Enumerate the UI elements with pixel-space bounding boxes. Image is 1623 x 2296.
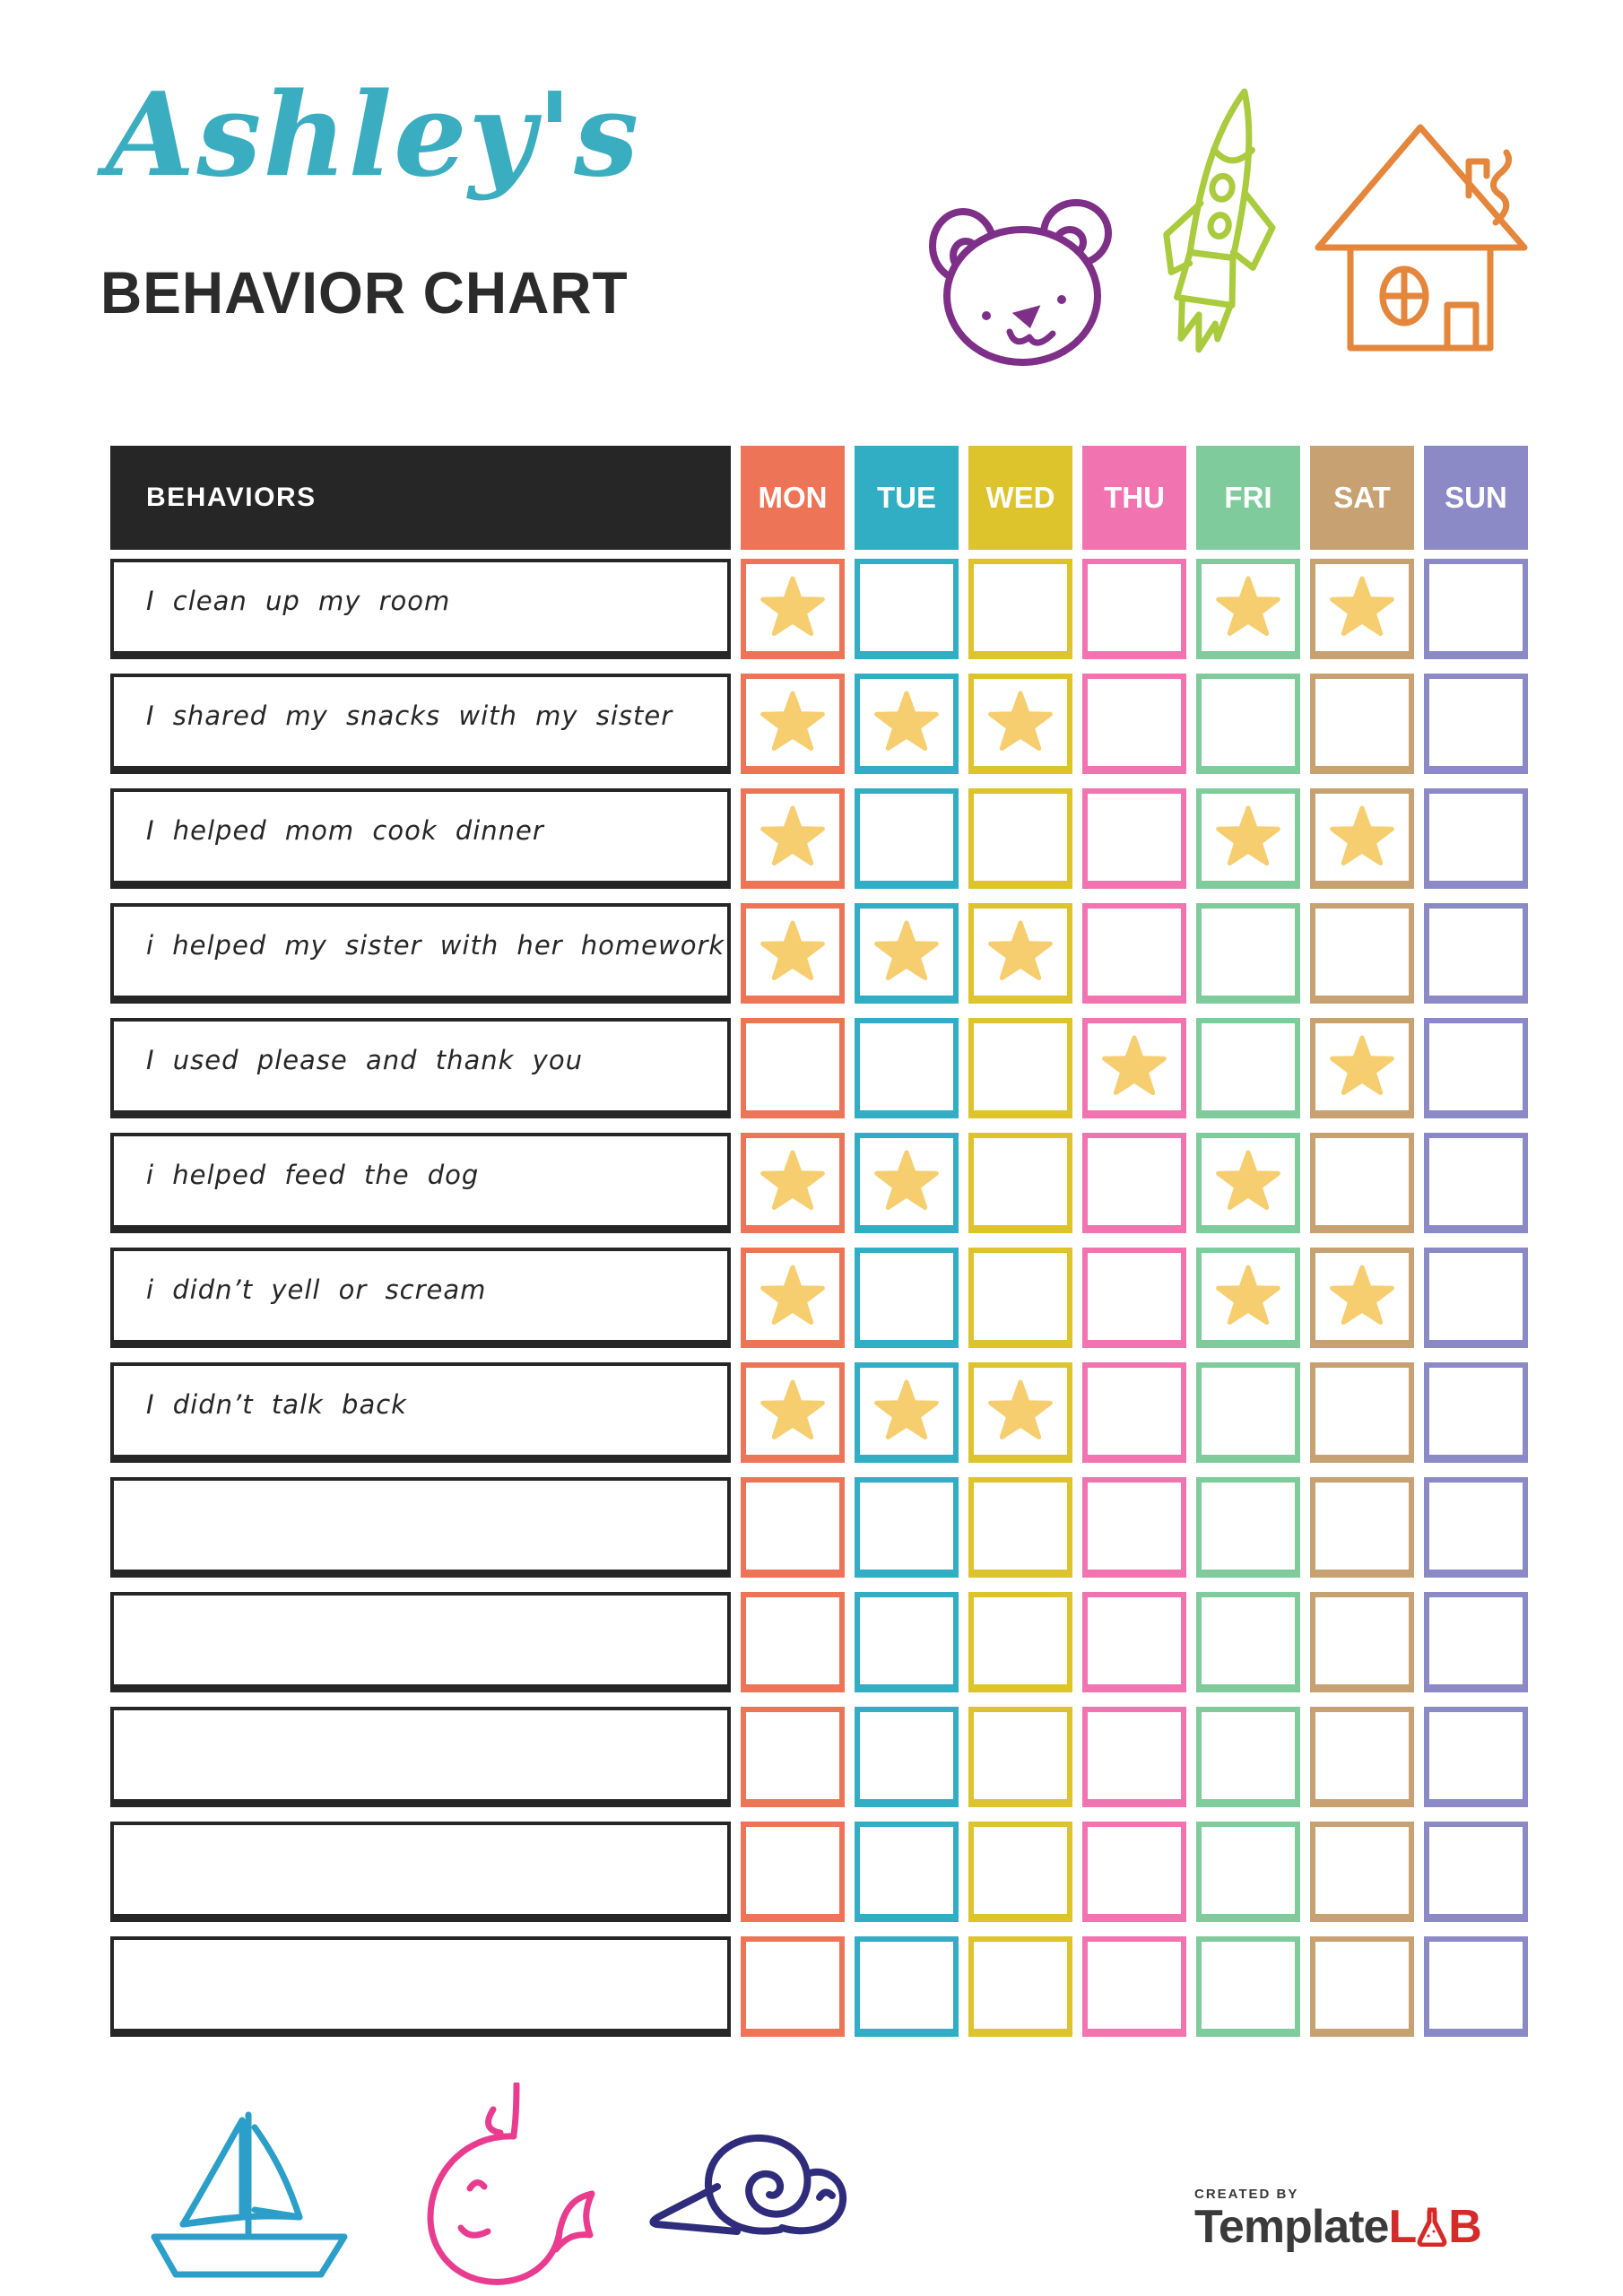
cell-row12-mon[interactable] (741, 1822, 845, 1922)
behaviors-column-header: BEHAVIORS (110, 446, 731, 550)
cell-row6-fri[interactable] (1196, 1133, 1300, 1233)
cell-row13-mon[interactable] (741, 1936, 845, 2037)
cell-row3-sat[interactable] (1310, 788, 1414, 889)
cell-row10-thu[interactable] (1082, 1592, 1186, 1692)
cell-row8-sun[interactable] (1424, 1362, 1528, 1463)
cell-row3-thu[interactable] (1082, 788, 1186, 889)
house-doodle-icon (1311, 97, 1535, 366)
behavior-label-box-9 (110, 1477, 731, 1578)
cell-row5-sat[interactable] (1310, 1018, 1414, 1118)
cell-row1-wed[interactable] (968, 559, 1072, 659)
cell-row4-tue[interactable] (855, 903, 959, 1004)
whale-doodle-icon (384, 2083, 608, 2289)
templatelab-logo (1194, 2187, 1481, 2253)
cell-row10-sat[interactable] (1310, 1592, 1414, 1692)
page-title-name: Ashley's (106, 68, 641, 203)
star-icon (1329, 1035, 1395, 1096)
cell-row2-wed[interactable] (968, 674, 1072, 774)
table-row (110, 1133, 1530, 1233)
cell-row11-sat[interactable] (1310, 1707, 1414, 1807)
table-row (110, 1822, 1530, 1922)
sailboat-doodle-icon (136, 2106, 360, 2285)
star-icon (1215, 1265, 1281, 1326)
cell-row10-tue[interactable] (855, 1592, 959, 1692)
star-icon (759, 1265, 826, 1326)
cell-row12-sat[interactable] (1310, 1822, 1414, 1922)
behavior-label-box-7: i didn’t yell or scream (110, 1248, 731, 1348)
cell-row1-mon[interactable] (741, 559, 845, 659)
logo-created-by: CREATED BY (1194, 2187, 1299, 2202)
table-row (110, 788, 1530, 889)
star-icon (873, 1150, 940, 1211)
cell-row5-sun[interactable] (1424, 1018, 1528, 1118)
cell-row12-sun[interactable] (1424, 1822, 1528, 1922)
star-icon (873, 691, 940, 752)
cell-row7-fri[interactable] (1196, 1248, 1300, 1348)
cell-row1-thu[interactable] (1082, 559, 1186, 659)
cell-row8-sat[interactable] (1310, 1362, 1414, 1463)
cell-row2-sun[interactable] (1424, 674, 1528, 774)
behavior-label-box-12 (110, 1822, 731, 1922)
cell-row7-sun[interactable] (1424, 1248, 1528, 1348)
star-icon (1215, 1150, 1281, 1211)
cell-row11-tue[interactable] (855, 1707, 959, 1807)
cell-row5-fri[interactable] (1196, 1018, 1300, 1118)
cell-row3-tue[interactable] (855, 788, 959, 889)
cell-row1-sun[interactable] (1424, 559, 1528, 659)
day-header-sun: SUN (1424, 446, 1528, 550)
star-icon (987, 691, 1054, 752)
page-title-main: BEHAVIOR CHART (100, 259, 629, 326)
cell-row3-fri[interactable] (1196, 788, 1300, 889)
cell-row6-thu[interactable] (1082, 1133, 1186, 1233)
cell-row10-sun[interactable] (1424, 1592, 1528, 1692)
cell-row4-wed[interactable] (968, 903, 1072, 1004)
cell-row9-fri[interactable] (1196, 1477, 1300, 1578)
cell-row11-sun[interactable] (1424, 1707, 1528, 1807)
behavior-table (110, 446, 1530, 2051)
logo-brand-dark: Template (1194, 2201, 1389, 2253)
behavior-label-box-4: i helped my sister with her homework (110, 903, 731, 1004)
cell-row10-fri[interactable] (1196, 1592, 1300, 1692)
behavior-label-box-2: I shared my snacks with my sister (110, 674, 731, 774)
behavior-label-box-5: I used please and thank you (110, 1018, 731, 1118)
cell-row2-tue[interactable] (855, 674, 959, 774)
star-icon (1215, 576, 1281, 637)
cell-row4-mon[interactable] (741, 903, 845, 1004)
cell-row6-sat[interactable] (1310, 1133, 1414, 1233)
cell-row7-wed[interactable] (968, 1248, 1072, 1348)
logo-letter-l: L (1388, 2201, 1417, 2253)
star-icon (1329, 805, 1395, 866)
behavior-label-box-1: I clean up my room (110, 559, 731, 659)
cell-row11-mon[interactable] (741, 1707, 845, 1807)
behavior-label-box-11 (110, 1707, 731, 1807)
cell-row11-wed[interactable] (968, 1707, 1072, 1807)
table-row (110, 1707, 1530, 1807)
cell-row9-tue[interactable] (855, 1477, 959, 1578)
logo-brand-accent (1388, 2201, 1481, 2253)
rocket-doodle-icon (1144, 83, 1297, 387)
cell-row12-thu[interactable] (1082, 1822, 1186, 1922)
day-header-sat: SAT (1310, 446, 1414, 550)
cell-row5-mon[interactable] (741, 1018, 845, 1118)
cell-row9-sun[interactable] (1424, 1477, 1528, 1578)
cell-row5-thu[interactable] (1082, 1018, 1186, 1118)
cell-row12-tue[interactable] (855, 1822, 959, 1922)
cell-row13-wed[interactable] (968, 1936, 1072, 2037)
day-header-fri: FRI (1196, 446, 1300, 550)
behavior-label-box-13 (110, 1936, 731, 2037)
star-icon (759, 1150, 826, 1211)
cell-row3-mon[interactable] (741, 788, 845, 889)
table-row (110, 1936, 1530, 2037)
cell-row9-thu[interactable] (1082, 1477, 1186, 1578)
cell-row5-wed[interactable] (968, 1018, 1072, 1118)
cell-row6-tue[interactable] (855, 1133, 959, 1233)
cell-row1-fri[interactable] (1196, 559, 1300, 659)
cell-row8-wed[interactable] (968, 1362, 1072, 1463)
cell-row1-sat[interactable] (1310, 559, 1414, 659)
table-row (110, 1592, 1530, 1692)
cell-row5-tue[interactable] (855, 1018, 959, 1118)
star-icon (1215, 805, 1281, 866)
cell-row9-sat[interactable] (1310, 1477, 1414, 1578)
table-row (110, 674, 1530, 774)
star-icon (759, 691, 826, 752)
day-header-tue: TUE (855, 446, 959, 550)
cell-row2-fri[interactable] (1196, 674, 1300, 774)
cell-row8-fri[interactable] (1196, 1362, 1300, 1463)
table-header-row (110, 446, 1530, 550)
cell-row7-tue[interactable] (855, 1248, 959, 1348)
logo-letter-b: B (1448, 2201, 1481, 2253)
cell-row11-thu[interactable] (1082, 1707, 1186, 1807)
cell-row8-tue[interactable] (855, 1362, 959, 1463)
cell-row2-mon[interactable] (741, 674, 845, 774)
cell-row1-tue[interactable] (855, 559, 959, 659)
cell-row8-thu[interactable] (1082, 1362, 1186, 1463)
cell-row6-mon[interactable] (741, 1133, 845, 1233)
cell-row10-mon[interactable] (741, 1592, 845, 1692)
cell-row9-wed[interactable] (968, 1477, 1072, 1578)
cell-row2-sat[interactable] (1310, 674, 1414, 774)
cell-row7-mon[interactable] (741, 1248, 845, 1348)
cell-row13-thu[interactable] (1082, 1936, 1186, 2037)
cell-row13-sun[interactable] (1424, 1936, 1528, 2037)
cell-row7-sat[interactable] (1310, 1248, 1414, 1348)
star-icon (759, 576, 826, 637)
cell-row4-sun[interactable] (1424, 903, 1528, 1004)
cell-row6-sun[interactable] (1424, 1133, 1528, 1233)
star-icon (1329, 576, 1395, 637)
table-row (110, 903, 1530, 1004)
table-row (110, 559, 1530, 659)
cell-row13-tue[interactable] (855, 1936, 959, 2037)
day-header-wed: WED (968, 446, 1072, 550)
lab-flask-icon (1417, 2207, 1447, 2247)
snail-doodle-icon (647, 2131, 872, 2248)
cell-row12-wed[interactable] (968, 1822, 1072, 1922)
cell-row13-fri[interactable] (1196, 1936, 1300, 2037)
behavior-label-box-8: I didn’t talk back (110, 1362, 731, 1463)
day-header-thu: THU (1082, 446, 1186, 550)
star-icon (987, 1379, 1054, 1440)
bear-doodle-icon (922, 190, 1121, 366)
star-icon (873, 920, 940, 981)
cell-row9-mon[interactable] (741, 1477, 845, 1578)
table-row (110, 1018, 1530, 1118)
star-icon (759, 1379, 826, 1440)
behavior-label-box-10 (110, 1592, 731, 1692)
cell-row4-sat[interactable] (1310, 903, 1414, 1004)
cell-row12-fri[interactable] (1196, 1822, 1300, 1922)
behavior-label-box-3: I helped mom cook dinner (110, 788, 731, 889)
table-row (110, 1477, 1530, 1578)
cell-row7-thu[interactable] (1082, 1248, 1186, 1348)
star-icon (759, 920, 826, 981)
table-row (110, 1248, 1530, 1348)
cell-row2-thu[interactable] (1082, 674, 1186, 774)
star-icon (873, 1379, 940, 1440)
cell-row11-fri[interactable] (1196, 1707, 1300, 1807)
cell-row6-wed[interactable] (968, 1133, 1072, 1233)
cell-row10-wed[interactable] (968, 1592, 1072, 1692)
star-icon (987, 920, 1054, 981)
cell-row4-thu[interactable] (1082, 903, 1186, 1004)
cell-row3-sun[interactable] (1424, 788, 1528, 889)
cell-row8-mon[interactable] (741, 1362, 845, 1463)
star-icon (1101, 1035, 1167, 1096)
cell-row4-fri[interactable] (1196, 903, 1300, 1004)
star-icon (1329, 1265, 1395, 1326)
star-icon (759, 805, 826, 866)
behavior-label-box-6: i helped feed the dog (110, 1133, 731, 1233)
table-row (110, 1362, 1530, 1463)
cell-row13-sat[interactable] (1310, 1936, 1414, 2037)
day-header-mon: MON (741, 446, 845, 550)
cell-row3-wed[interactable] (968, 788, 1072, 889)
